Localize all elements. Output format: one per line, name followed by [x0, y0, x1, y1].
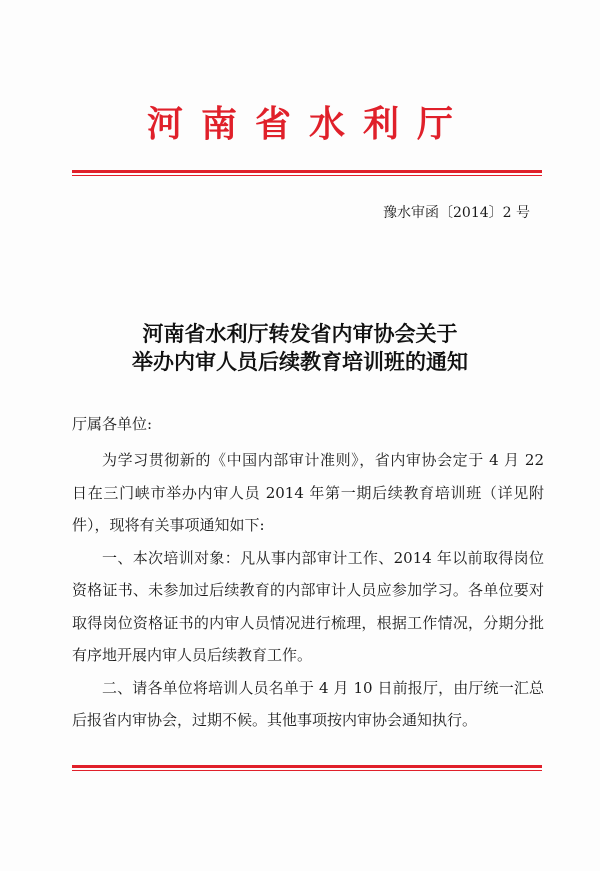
document-title-line-1: 河南省水利厅转发省内审协会关于	[142, 321, 458, 346]
footer-red-rule-thin	[72, 770, 542, 771]
salutation: 厅属各单位:	[72, 415, 153, 433]
header-red-rule-thick	[72, 170, 542, 173]
document-title	[0, 320, 600, 376]
document-title-line-2: 举办内审人员后续教育培训班的通知	[132, 349, 468, 374]
document-number: 豫水审函〔2014〕2 号	[383, 205, 530, 221]
body-paragraph-intro: 为学习贯彻新的《中国内部审计准则》，省内审协会定于 4 月 22 日在三门峡市举办内审人员 2014 年第一期后续教育培训班（详见附件），现将有关事项通知如下:	[72, 451, 544, 534]
footer-red-rule-thick	[72, 765, 542, 768]
issuing-organization-header: 河南省水利厅	[146, 103, 471, 145]
header-red-rule-thin	[72, 175, 542, 176]
body-paragraph-item-2: 二、请各单位将培训人员名单于 4 月 10 日前报厅，由厅统一汇总后报省内审协会，过期不候。其他事项按内审协会通知执行。	[72, 678, 544, 729]
body-paragraph-item-1: 一、本次培训对象：凡从事内部审计工作、2014 年以前取得岗位资格证书、未参加过后续教育的内部审计人员应参加学习。各单位要对取得岗位资格证书的内审人员情况进行梳理，根据工作情况，分期分批有序地开展内审人员后续教育工作。	[72, 548, 544, 664]
document-body	[72, 444, 544, 737]
